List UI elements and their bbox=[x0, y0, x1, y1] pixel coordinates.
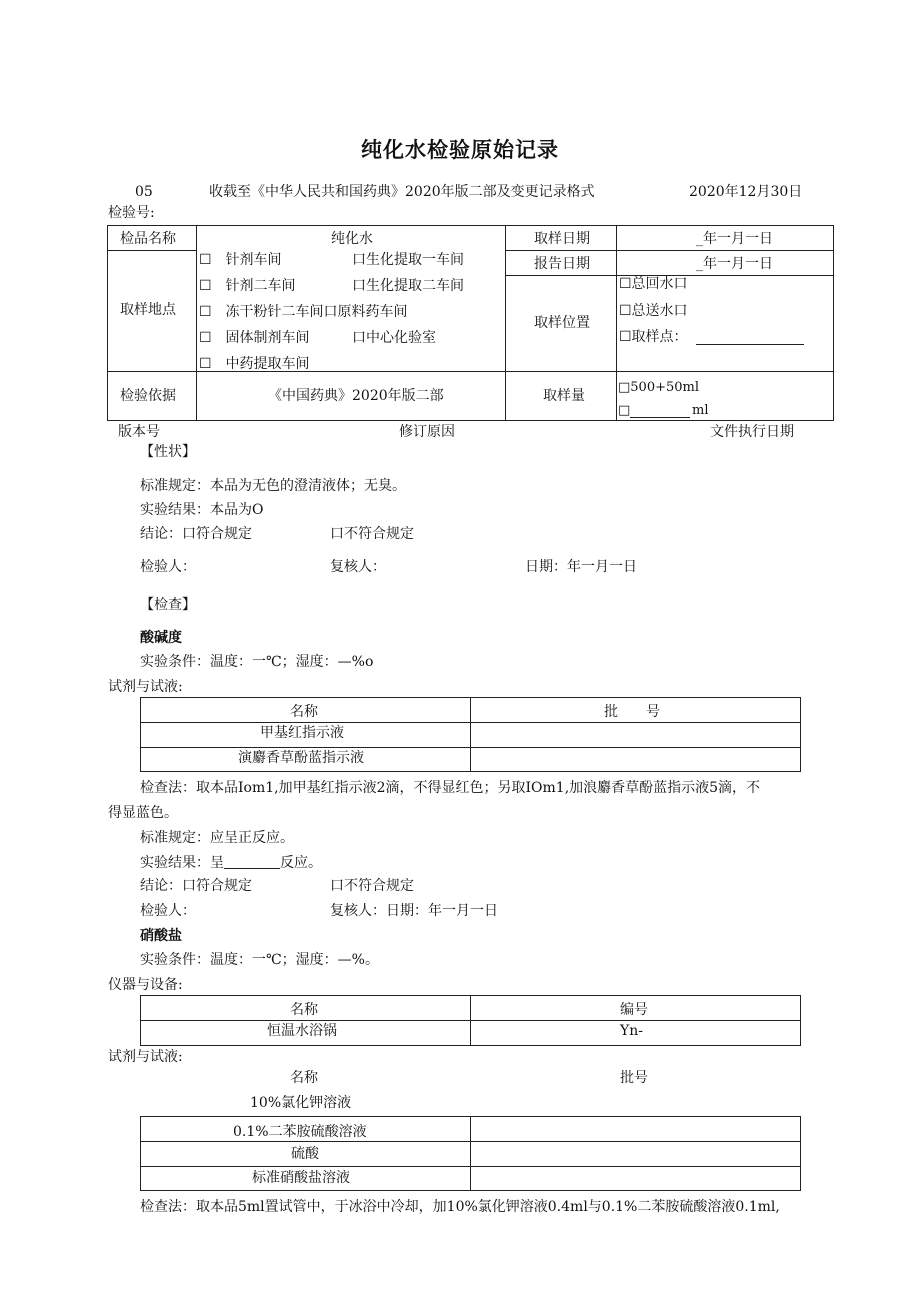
acidity-standard: 标准规定：应呈正反应。 bbox=[140, 830, 294, 846]
position-option[interactable]: ☐总送水口 bbox=[619, 303, 688, 319]
table-row: 硫酸 bbox=[291, 1146, 319, 1162]
reagent-header-batch: 批号 bbox=[620, 1070, 648, 1086]
instrument-header-number: 编号 bbox=[620, 1002, 648, 1018]
amount-blank[interactable] bbox=[630, 417, 690, 418]
sample-location-label: 取样地点 bbox=[120, 302, 176, 318]
acidity-reviewer: 复核人：日期：年一月一日 bbox=[330, 903, 498, 919]
inspection-heading: 【检查】 bbox=[140, 597, 196, 613]
acidity-result-blank[interactable] bbox=[224, 854, 280, 869]
character-conclusion-fail[interactable]: 口不符合规定 bbox=[330, 526, 414, 542]
acidity-inspector: 检验人： bbox=[140, 903, 196, 919]
report-date-value: _年一月一日 bbox=[696, 256, 773, 272]
product-name-label: 检品名称 bbox=[120, 231, 176, 247]
nitrate-title: 硝酸盐 bbox=[140, 928, 182, 944]
character-inspector: 检验人： bbox=[140, 559, 196, 575]
acidity-conditions: 实验条件：温度：一℃；湿度：—%o bbox=[140, 654, 374, 670]
basis-label: 检验依据 bbox=[120, 388, 176, 404]
character-result: 实验结果：本品为O bbox=[140, 502, 264, 518]
acidity-method-line1: 检查法：取本品Iom1,加甲基红指示液2滴，不得显红色；另取IOm1,加浪麝香草酚蓝指示液5滴，不 bbox=[140, 780, 761, 796]
nitrate-conditions: 实验条件：温度：一℃；湿度：—%。 bbox=[140, 952, 379, 968]
table-row: 0.1%二苯胺硫酸溶液 bbox=[233, 1124, 367, 1140]
location-option[interactable]: ☐ 冻干粉针二车间口原料药车间 bbox=[199, 304, 408, 320]
acidity-conclusion-fail[interactable]: 口不符合规定 bbox=[330, 878, 414, 894]
location-option[interactable]: 口中心化验室 bbox=[352, 330, 436, 346]
acidity-conclusion-pass[interactable]: 结论：口符合规定 bbox=[140, 878, 252, 894]
location-option[interactable]: ☐ 中药提取车间 bbox=[199, 356, 310, 370]
sample-position-label: 取样位置 bbox=[534, 315, 590, 331]
revision-reason-label: 修订原因 bbox=[399, 424, 455, 440]
table-row: 演麝香草酚蓝指示液 bbox=[238, 750, 364, 766]
amount-option[interactable]: □ bbox=[618, 403, 631, 418]
table-header-batch: 批 号 bbox=[604, 704, 660, 720]
location-option[interactable]: 口生化提取一车间 bbox=[352, 252, 464, 268]
acidity-result bbox=[140, 854, 322, 872]
sample-date-value: _年一月一日 bbox=[696, 231, 773, 247]
instrument-row-number: Yn- bbox=[620, 1023, 643, 1039]
exec-date-label: 文件执行日期 bbox=[710, 424, 794, 440]
doc-code: 05 bbox=[135, 184, 153, 200]
nitrate-method: 检查法：取本品5ml置试管中，于冰浴中冷却，加10%氯化钾溶液0.4ml与0.1%二苯胺硫酸溶液0.1ml, bbox=[140, 1199, 780, 1215]
table-row: 甲基红指示液 bbox=[260, 725, 344, 741]
character-date: 日期：年一月一日 bbox=[525, 559, 637, 575]
character-conclusion-pass[interactable]: 结论：口符合规定 bbox=[140, 526, 252, 542]
page-title: 纯化水检验原始记录 bbox=[361, 138, 559, 162]
sample-amount-label: 取样量 bbox=[543, 388, 585, 404]
reagent-row-first: 10%氯化钾溶液 bbox=[250, 1095, 352, 1111]
inspection-number-label: 检验号: bbox=[108, 205, 155, 221]
amount-option[interactable]: □500+50ml bbox=[618, 380, 700, 395]
acidity-result-prefix: 实验结果：呈 bbox=[140, 855, 224, 871]
acidity-method-line2: 得显蓝色。 bbox=[108, 805, 178, 821]
location-option[interactable]: ☐ 固体制剂车间 bbox=[199, 330, 310, 346]
character-heading: 【性状】 bbox=[140, 444, 196, 460]
acidity-reagent-label: 试剂与试液: bbox=[108, 679, 183, 695]
character-standard: 标准规定：本品为无色的澄清液体；无臭。 bbox=[140, 478, 406, 494]
reagent-header-name: 名称 bbox=[290, 1070, 318, 1086]
sample-point-blank[interactable] bbox=[696, 344, 804, 345]
acidity-result-suffix: 反应。 bbox=[280, 855, 322, 871]
position-option[interactable]: ☐取样点： bbox=[619, 329, 688, 345]
instrument-row-name: 恒温水浴锅 bbox=[267, 1023, 337, 1039]
location-option[interactable]: ☐ 针剂车间 bbox=[199, 252, 282, 268]
doc-source: 收载至《中华人民共和国药典》2020年版二部及变更记录格式 bbox=[209, 184, 595, 200]
nitrate-reagent-label: 试剂与试液: bbox=[108, 1049, 183, 1065]
doc-date: 2020年12月30日 bbox=[689, 184, 803, 200]
table-row: 标准硝酸盐溶液 bbox=[252, 1170, 350, 1186]
nitrate-instrument-label: 仪器与设备: bbox=[108, 977, 183, 993]
sample-date-label: 取样日期 bbox=[534, 231, 590, 247]
amount-unit: ml bbox=[692, 403, 709, 418]
location-option[interactable]: ☐ 针剂二车间 bbox=[199, 278, 296, 294]
position-option[interactable]: ☐总回水口 bbox=[619, 276, 688, 292]
character-reviewer: 复核人： bbox=[330, 559, 386, 575]
report-date-label: 报告日期 bbox=[534, 256, 590, 272]
acidity-title: 酸碱度 bbox=[140, 630, 182, 646]
location-option[interactable]: 口生化提取二车间 bbox=[352, 278, 464, 294]
basis-value: 《中国药典》2020年版二部 bbox=[268, 388, 444, 404]
table-header-name: 名称 bbox=[290, 704, 318, 720]
product-name-value: 纯化水 bbox=[331, 231, 373, 247]
version-label: 版本号 bbox=[118, 424, 160, 440]
instrument-header-name: 名称 bbox=[290, 1002, 318, 1018]
